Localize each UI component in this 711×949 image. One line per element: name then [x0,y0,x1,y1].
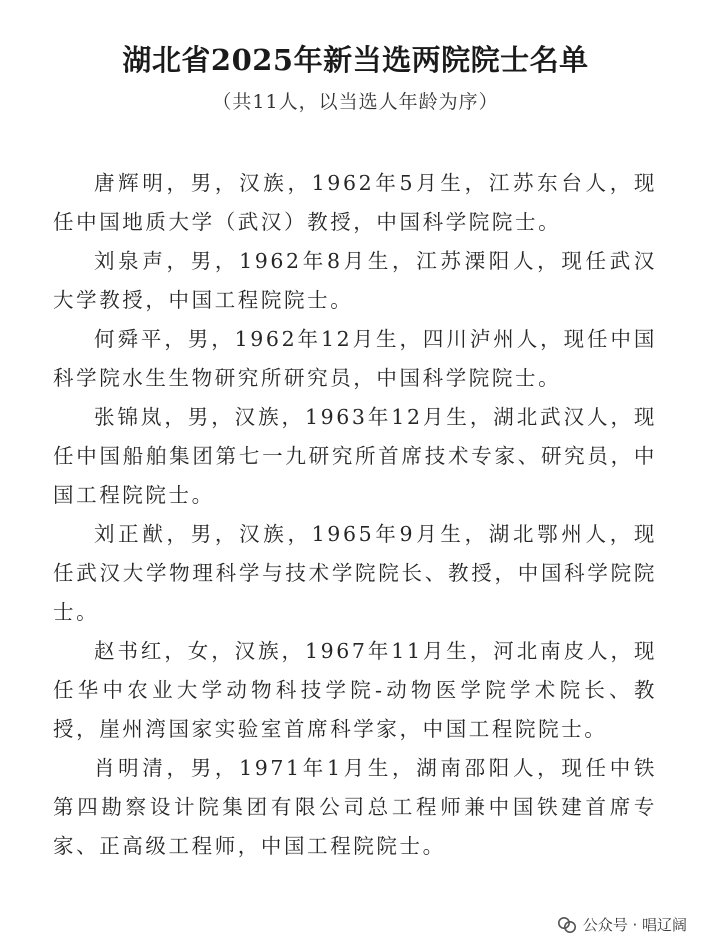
document-subtitle: （共11人，以当选人年龄为序） [212,91,499,113]
paragraph-tang-huiming: 唐辉明，男，汉族，1962年5月生，江苏东台人，现任中国地质大学（武汉）教授，中国科学院院士。 [53,171,657,234]
watermark [557,914,687,935]
paragraph-liu-zhengyou: 刘正猷，男，汉族，1965年9月生，湖北鄂州人，现任武汉大学物理科学与技术学院院长、教授，中国科学院院士。 [53,522,657,624]
wechat-official-account-icon [557,916,577,934]
paragraph-he-shunping: 何舜平，男，1962年12月生，四川泸州人，现任中国科学院水生生物研究所研究员，中国科学院院士。 [53,327,657,390]
document-body [53,164,657,866]
watermark-label: 公众号 · 唱辽阔 [582,916,687,934]
paragraph-zhang-jinlan: 张锦岚，男，汉族，1963年12月生，湖北武汉人，现任中国船舶集团第七一九研究所首席技术专家、研究员，中国工程院院士。 [53,405,657,507]
document-title: 湖北省2025年新当选两院院士名单 [122,43,589,77]
paragraph-zhao-shuhong: 赵书红，女，汉族，1967年11月生，河北南皮人，现任华中农业大学动物科技学院-动物医学院学术院长、教授，崖州湾国家实验室首席科学家，中国工程院院士。 [53,639,657,741]
paragraph-xiao-mingqing: 肖明清，男，1971年1月生，湖南邵阳人，现任中铁第四勘察设计院集团有限公司总工程师兼中国铁建首席专家、正高级工程师，中国工程院院士。 [53,756,657,858]
paragraph-liu-quansheng: 刘泉声，男，1962年8月生，江苏溧阳人，现任武汉大学教授，中国工程院院士。 [53,249,657,312]
